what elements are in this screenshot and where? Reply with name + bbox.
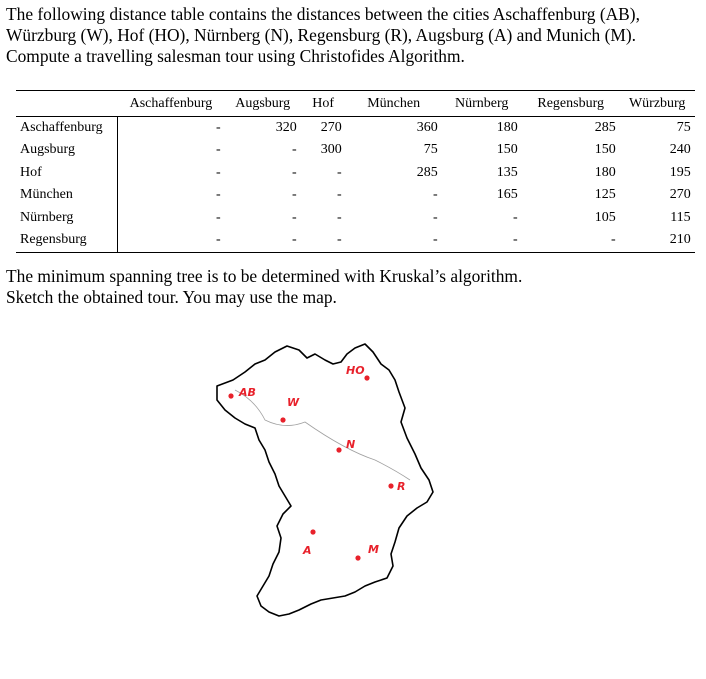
city-marker-n — [336, 438, 355, 453]
svg-text:R: R — [397, 480, 406, 493]
distance-cell: - — [225, 229, 301, 252]
distance-cell: 180 — [496, 119, 518, 135]
intro-paragraph: The following distance table contains the distances between the cities Aschaffenburg (AB), Würzburg (W), Hof (HO), Nürnberg (N), Regensburg (R), Augsburg (A) and Munich (M). Compute a travelling salesman tour using Christofides Algorithm. — [6, 4, 640, 66]
distance-cell: - — [337, 209, 342, 225]
distance-cell: 165 — [496, 187, 518, 203]
table-row — [16, 116, 695, 139]
corner-cell — [16, 91, 117, 117]
distance-cell: - — [216, 209, 221, 225]
distance-cell: - — [522, 229, 620, 252]
svg-text:HO: HO — [346, 364, 365, 377]
instruction-line: The minimum spanning tree is to be determined with Kruskal’s algorithm. — [6, 266, 523, 286]
distance-cell: 360 — [416, 119, 438, 135]
distance-cell: - — [346, 229, 442, 252]
instructions — [6, 266, 702, 308]
distance-cell: - — [292, 187, 297, 203]
table-row — [16, 184, 695, 207]
instruction-line: Sketch the obtained tour. You may use the map. — [6, 287, 337, 307]
distance-cell: - — [117, 229, 225, 252]
distance-cell: - — [216, 142, 221, 158]
distance-cell: 320 — [275, 119, 297, 135]
table-row — [16, 162, 695, 185]
distance-cell: 150 — [496, 142, 518, 158]
distance-cell: 135 — [496, 164, 518, 180]
city-marker-ho — [346, 364, 370, 381]
distance-cell: 300 — [320, 142, 342, 158]
column-header: Würzburg — [620, 91, 695, 117]
distance-cell: - — [337, 187, 342, 203]
distance-cell: 240 — [669, 142, 691, 158]
distance-cell: - — [216, 187, 221, 203]
column-header: Nürnberg — [442, 91, 522, 117]
column-header: Aschaffenburg — [117, 91, 225, 117]
distance-cell: 285 — [416, 164, 438, 180]
column-header: Augsburg — [225, 91, 301, 117]
table-header-row — [16, 91, 695, 117]
svg-text:M: M — [368, 543, 379, 556]
city-marker-a — [302, 529, 316, 557]
distance-cell: 75 — [423, 142, 438, 158]
city-marker-ab — [228, 386, 256, 399]
column-header: München — [346, 91, 442, 117]
distance-cell: - — [442, 229, 522, 252]
distance-cell: - — [337, 164, 342, 180]
row-header: Nürnberg — [16, 207, 117, 230]
distance-cell: 270 — [320, 119, 342, 135]
distance-cell: 270 — [669, 187, 691, 203]
distance-cell: 195 — [669, 164, 691, 180]
city-marker-m — [355, 543, 379, 561]
table-row — [16, 207, 695, 230]
city-marker-r — [388, 480, 405, 493]
distance-cell: 210 — [620, 229, 695, 252]
distance-cell: - — [216, 164, 221, 180]
city-marker-w — [280, 396, 300, 423]
table-row — [16, 229, 695, 252]
distance-cell: - — [292, 209, 297, 225]
row-header: Hof — [16, 162, 117, 185]
svg-text:N: N — [346, 438, 356, 451]
distance-cell: 75 — [676, 119, 691, 135]
distance-cell: 285 — [594, 119, 616, 135]
row-header: Aschaffenburg — [16, 116, 117, 139]
distance-cell: - — [301, 229, 346, 252]
bavaria-map — [195, 330, 445, 630]
distance-cell: 105 — [594, 209, 616, 225]
distance-cell: 115 — [670, 209, 691, 225]
distance-cell: 150 — [594, 142, 616, 158]
row-header: Regensburg — [16, 229, 117, 252]
table-row — [16, 139, 695, 162]
distance-cell: 125 — [594, 187, 616, 203]
row-header: München — [16, 184, 117, 207]
river-line — [235, 390, 410, 480]
distance-cell: - — [433, 209, 438, 225]
svg-text:AB: AB — [239, 386, 256, 399]
column-header: Hof — [301, 91, 346, 117]
column-header: Regensburg — [522, 91, 620, 117]
svg-text:A: A — [303, 544, 312, 557]
distance-cell: - — [433, 187, 438, 203]
row-header: Augsburg — [16, 139, 117, 162]
distance-cell: - — [513, 209, 518, 225]
svg-text:W: W — [287, 396, 300, 409]
distance-cell: - — [292, 164, 297, 180]
distance-cell: - — [216, 119, 221, 135]
distance-cell: - — [292, 142, 297, 158]
distance-cell: 180 — [594, 164, 616, 180]
distance-table — [16, 90, 695, 253]
